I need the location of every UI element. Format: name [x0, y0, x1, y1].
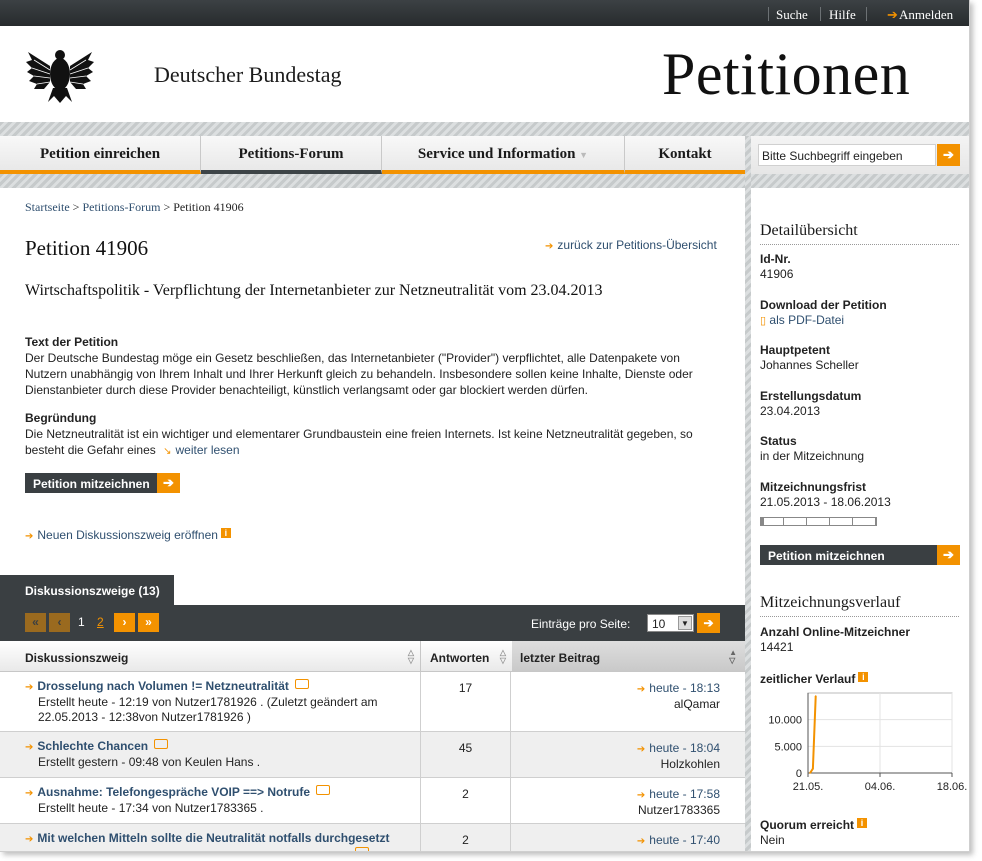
nav-label: Petitions-Forum — [238, 146, 344, 162]
answers-count: 45 — [420, 732, 511, 777]
column-label: letzter Beitrag — [520, 651, 601, 665]
per-page-label: Einträge pro Seite: — [531, 617, 631, 631]
sidebar — [751, 188, 970, 852]
pdf-download-link[interactable]: als PDF-Datei — [769, 313, 845, 327]
petition-text: Der Deutsche Bundestag möge ein Gesetz beschließen, das Internetanbieter ("Provider") verpflichtet, alle Datenpakete von Nutzern unabhängig von Ihrem Inhalt und Ihrer Herkunft gleich zu behandeln. Insbesondere sollen keine Inhalte, Dienste oder Dienstanbieter durch diese Provider benachteiligt, künstlich verlangsamt oder gar blockiert werden dürfen. — [25, 351, 693, 397]
arrow-right-icon: ➔ — [157, 473, 180, 493]
breadcrumb-home[interactable]: Startseite — [25, 200, 70, 214]
search-link[interactable]: Suche — [776, 7, 808, 22]
comment-icon — [316, 785, 330, 795]
nav-kontakt[interactable] — [625, 136, 745, 174]
field-value: 41906 — [760, 267, 794, 281]
arrow-right-icon: ➔ — [937, 545, 960, 565]
thread-link[interactable]: Drosselung nach Volumen != Netzneutralität — [37, 679, 289, 693]
field-value: Johannes Scheller — [760, 358, 859, 372]
last-post-time[interactable]: heute - 17:40 — [649, 833, 720, 847]
petition-reason: Die Netzneutralität ist ein wichtiger und elementarer Grundbaustein eine freien Internets. Ist keine Netzneutralität gegeben, so besteht die Gefahr eines — [25, 427, 693, 457]
top-bar — [0, 0, 970, 26]
prev-page-button[interactable]: ‹ — [49, 613, 70, 632]
main-content — [0, 188, 745, 852]
sidebar-created — [760, 389, 861, 419]
sign-petition-button[interactable] — [760, 545, 960, 565]
answers-count: 2 — [420, 778, 511, 823]
arrow-right-icon: ➔ — [25, 682, 34, 693]
arrow-right-icon: ➔ — [887, 7, 898, 22]
sidebar-heading: Detailübersicht — [760, 222, 959, 245]
divider — [866, 7, 867, 21]
back-link-label: zurück zur Petitions-Übersicht — [557, 238, 717, 252]
field-label: zeitlicher Verlauf — [760, 672, 856, 686]
per-page-apply-button[interactable]: ➔ — [697, 613, 720, 633]
nav-label: Petition einreichen — [39, 146, 161, 162]
per-page-select[interactable] — [647, 614, 694, 632]
comment-icon — [154, 739, 168, 749]
table-row[interactable] — [0, 732, 745, 778]
field-label: Mitzeichnungsfrist — [760, 480, 867, 494]
nav-label: Service und Information — [417, 146, 576, 162]
last-page-button[interactable]: » — [138, 613, 159, 632]
pagination-bar — [0, 605, 745, 641]
tab-discussion-threads[interactable]: Diskussionszweige (13) — [0, 575, 174, 605]
x-tick-label: 04.06. — [864, 781, 896, 793]
sidebar-deadline — [760, 480, 891, 510]
info-icon[interactable]: i — [221, 528, 231, 538]
search-input[interactable]: Bitte Suchbegriff eingeben — [758, 144, 936, 166]
button-label: Petition mitzeichnen — [33, 477, 150, 491]
divider — [768, 7, 769, 21]
arrow-right-icon: ➔ — [943, 147, 954, 162]
table-row[interactable] — [0, 672, 745, 732]
arrow-right-icon: ➔ — [25, 788, 34, 799]
last-post-user: Holzkohlen — [660, 757, 720, 771]
thread-cell — [25, 785, 415, 816]
field-value: 14421 — [760, 640, 794, 654]
divider — [820, 7, 821, 21]
column-header-answers[interactable] — [420, 641, 512, 672]
column-header-thread[interactable] — [0, 641, 420, 672]
section-heading: Text der Petition — [25, 335, 119, 349]
thread-meta: Erstellt heute - 12:19 von Nutzer1781926 . (Zuletzt geändert am 22.05.2013 - 12:38von Nutzer1781926 ) — [38, 695, 378, 724]
bundestag-eagle-logo[interactable] — [26, 44, 94, 104]
site-title: Petitionen — [662, 41, 911, 107]
last-post-cell — [512, 787, 720, 818]
field-label: Quorum erreicht — [760, 818, 855, 832]
arrow-right-icon: ➔ — [25, 742, 34, 753]
field-label: Id-Nr. — [760, 252, 791, 266]
y-tick-label: 5.000 — [774, 741, 802, 754]
data-point — [815, 695, 817, 697]
sign-petition-button[interactable] — [25, 473, 180, 493]
button-label: Petition mitzeichnen — [768, 549, 885, 563]
field-value: in der Mitzeichnung — [760, 449, 865, 463]
site-header — [0, 26, 970, 122]
arrow-down-icon: ↘ — [163, 446, 172, 457]
sidebar-petent — [760, 343, 859, 373]
breadcrumb-current: Petition 41906 — [173, 200, 244, 214]
arrow-right-icon: ➔ — [636, 744, 646, 755]
back-link[interactable] — [545, 238, 717, 252]
last-post-time[interactable]: heute - 18:04 — [649, 741, 720, 755]
field-label: Hauptpetent — [760, 343, 830, 357]
thread-cell — [25, 831, 415, 852]
deadline-progress-bar — [760, 517, 877, 526]
progress-fill — [761, 518, 764, 525]
field-label: Erstellungsdatum — [760, 389, 862, 403]
thread-meta: Erstellt heute - 17:34 von Nutzer1783365 . — [38, 801, 264, 815]
search-submit-button[interactable] — [937, 144, 960, 166]
petition-subtitle: Wirtschaftspolitik - Verpflichtung der Internetanbieter zur Netzneutralität vom 23.04.2013 — [25, 282, 603, 299]
decorative-stripe — [0, 122, 970, 136]
field-value: 21.05.2013 - 18.06.2013 — [760, 495, 891, 509]
sidebar-quorum — [760, 818, 867, 848]
breadcrumb-forum[interactable]: Petitions-Forum — [82, 200, 161, 214]
column-label: Antworten — [430, 651, 490, 665]
signature-timeline-chart — [751, 688, 970, 808]
sidebar-heading: Mitzeichnungsverlauf — [760, 594, 959, 617]
petition-reason-section — [25, 410, 725, 460]
sidebar-id — [760, 252, 793, 282]
last-post-cell — [512, 741, 720, 772]
main-navigation — [0, 136, 745, 174]
arrow-right-icon: ➔ — [636, 790, 646, 801]
last-post-cell — [512, 681, 720, 712]
answers-count: 2 — [420, 824, 511, 852]
y-tick-label: 10.000 — [768, 714, 802, 727]
field-label: Status — [760, 434, 797, 448]
thread-cell — [25, 679, 415, 725]
section-heading: Begründung — [25, 411, 97, 425]
chevron-down-icon: ▼ — [579, 150, 589, 160]
sidebar-timeline — [760, 672, 868, 687]
x-tick-label: 21.05. — [792, 781, 824, 793]
thread-link[interactable]: Mit welchen Mitteln sollte die Neutralität notfalls durchgesetzt — [37, 831, 390, 845]
sidebar-download — [760, 298, 887, 329]
comment-icon — [295, 679, 309, 689]
sort-icon: △ ▽ — [499, 648, 506, 665]
new-thread-link[interactable] — [25, 528, 231, 542]
login-link[interactable]: Anmelden — [899, 7, 954, 22]
petition-text-section — [25, 334, 725, 398]
field-value: Nein — [760, 833, 785, 847]
last-post-user: alQamar — [673, 697, 720, 711]
help-link[interactable]: Hilfe — [829, 7, 856, 22]
y-tick-label: 0 — [795, 768, 802, 780]
page-number-link[interactable]: 2 — [97, 615, 104, 629]
nav-service-information[interactable] — [382, 136, 625, 174]
arrow-right-icon: ➔ — [25, 531, 34, 542]
sidebar-online-count — [760, 625, 910, 655]
field-value: 23.04.2013 — [760, 404, 821, 418]
last-post-time[interactable]: heute - 17:58 — [649, 787, 720, 801]
last-post-user: Nutzer1783365 — [637, 803, 720, 817]
arrow-right-icon: ➔ — [545, 241, 554, 252]
arrow-right-icon: ➔ — [636, 836, 646, 847]
new-thread-label: Neuen Diskussionszweig eröffnen — [37, 528, 218, 542]
sidebar-status — [760, 434, 864, 464]
arrow-right-icon: ➔ — [636, 684, 646, 695]
info-icon[interactable]: i — [858, 672, 868, 682]
sort-icon: △ ▽ — [407, 648, 414, 665]
column-label: Diskussionszweig — [25, 651, 129, 665]
thread-link[interactable]: Schlechte Chancen — [37, 739, 149, 753]
info-icon[interactable]: i — [857, 818, 867, 828]
nav-petition-einreichen[interactable] — [0, 136, 201, 174]
arrow-right-icon: ➔ — [25, 834, 34, 845]
thread-cell — [25, 739, 415, 770]
nav-label: Kontakt — [658, 146, 712, 162]
thread-meta: Erstellt gestern - 09:48 von Keulen Hans . — [38, 755, 261, 769]
read-more-link[interactable]: weiter lesen — [175, 443, 240, 457]
last-post-time[interactable]: heute - 18:13 — [649, 681, 720, 695]
sort-icon: ▲ ▽ — [729, 648, 737, 665]
page-title: Petition 41906 — [25, 236, 149, 260]
last-post-cell — [512, 833, 720, 849]
thread-link[interactable]: Ausnahme: Telefongespräche VOIP ==> Notrufe — [37, 785, 311, 799]
comment-icon — [355, 847, 369, 852]
data-point — [809, 772, 811, 774]
data-point — [812, 768, 814, 770]
pdf-file-icon: ▯ — [760, 315, 767, 327]
table-row[interactable] — [0, 778, 745, 824]
answers-count: 17 — [420, 672, 511, 731]
next-page-button[interactable]: › — [114, 613, 135, 632]
first-page-button[interactable]: « — [25, 613, 46, 632]
table-row[interactable] — [0, 824, 745, 852]
nav-petitions-forum[interactable] — [201, 136, 382, 174]
column-header-last-post[interactable] — [512, 641, 745, 672]
decorative-stripe — [0, 174, 970, 188]
page-number-current: 1 — [78, 615, 85, 629]
org-name: Deutscher Bundestag — [154, 62, 342, 87]
breadcrumb: Startseite > Petitions-Forum > Petition 41906 — [25, 200, 244, 214]
chevron-down-icon: ▼ — [678, 616, 692, 630]
field-label: Download der Petition — [760, 298, 887, 312]
field-label: Anzahl Online-Mitzeichner — [760, 625, 911, 639]
per-page-value: 10 — [652, 617, 666, 631]
x-tick-label: 18.06. — [936, 781, 968, 793]
